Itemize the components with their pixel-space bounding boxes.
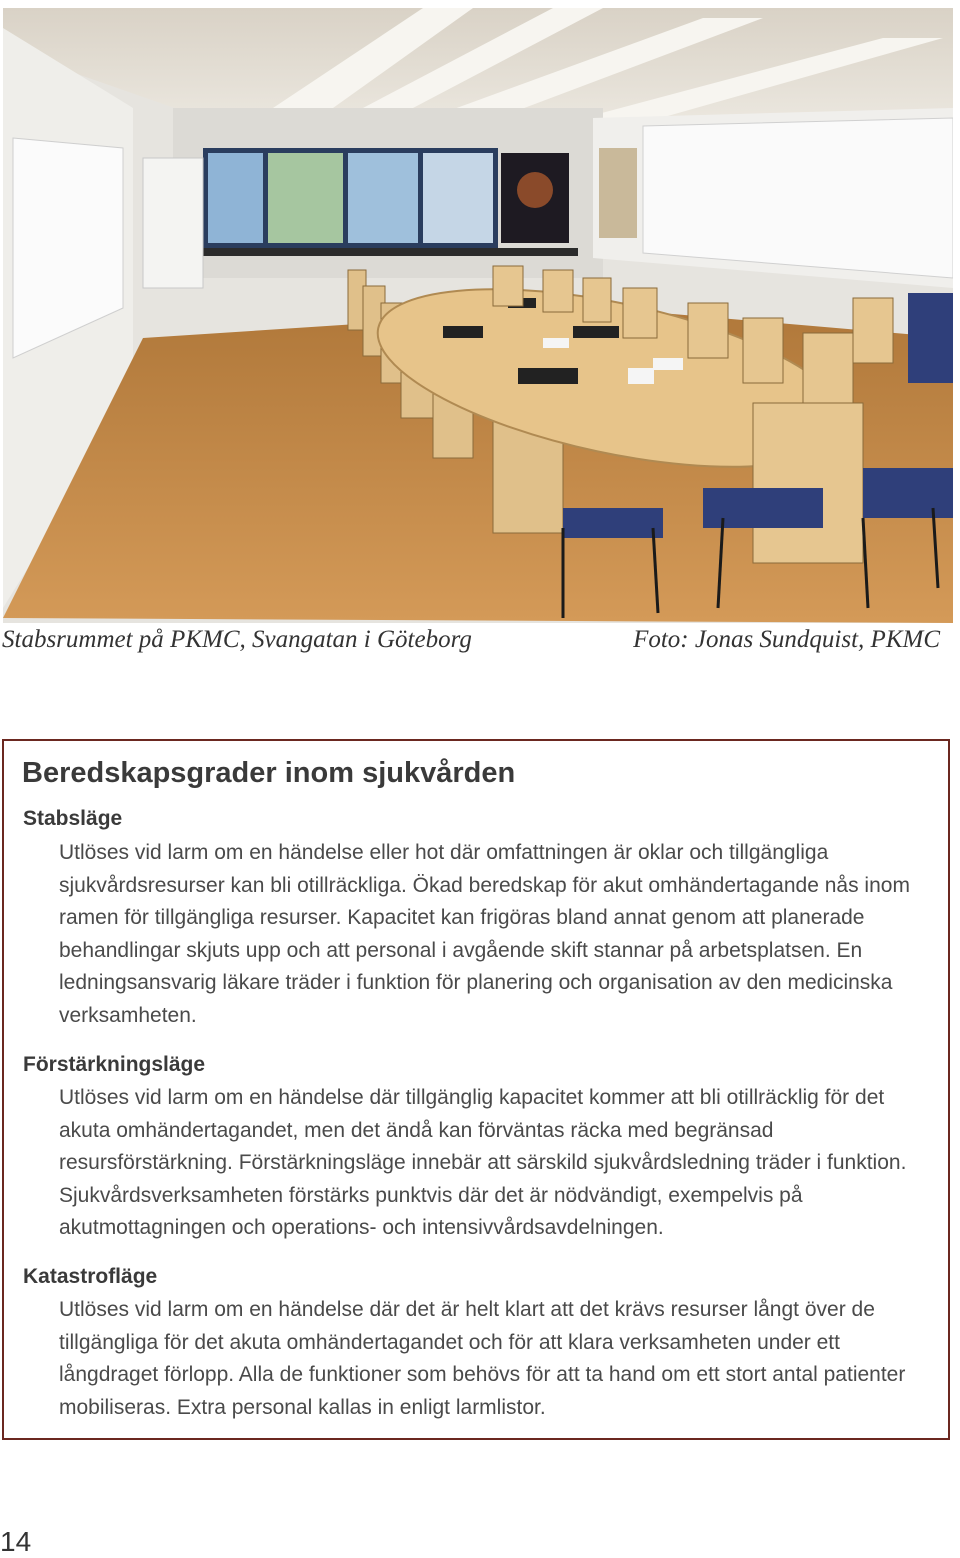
section-body-stabslage: Utlöses vid larm om en händelse eller hot där omfattningen är oklar och tillgängliga sjukvårdsresurser kan bli otillräckliga. Ökad beredskap för akut omhändertagande nås inom ramen för tillgängliga resurser. Kapacitet kan frigöras bland annat genom att planerade behandlingar skjuts upp och att personal i avgående skift stannar på arbetsplatsen. En ledningsansvarig läkare träder i funktion för planering och organisation av den medicinska verksamheten.	[59, 841, 910, 1027]
box-title: Beredskapsgrader inom sjukvården	[22, 757, 516, 789]
page-number: 14	[0, 1526, 32, 1557]
meeting-room-illustration	[3, 8, 953, 623]
section-body-katastroflage: Utlöses vid larm om en händelse där det är helt klart att det krävs resurser långt över de tillgängliga för det akuta omhändertagandet och för att klara verksamheten under ett långdraget förlopp. Alla de funktioner som behövs för att ta hand om ett stort antal patienter mobiliseras. Extra personal kallas in enligt larmlistor.	[59, 1298, 906, 1419]
section-heading-katastroflage: Katastrofläge	[23, 1265, 158, 1288]
meeting-room-photo	[3, 8, 953, 623]
photo-caption: Stabsrummet på PKMC, Svangatan i Göteborg	[2, 626, 472, 653]
photo-credit: Foto: Jonas Sundquist, PKMC	[633, 626, 940, 653]
section-heading-forstarkningslage: Förstärkningsläge	[23, 1053, 206, 1076]
section-heading-stabslage: Stabsläge	[23, 807, 123, 830]
section-body-forstarkningslage: Utlöses vid larm om en händelse där tillgänglig kapacitet kommer att bli otillräcklig för det akuta omhändertagandet, men det ändå kan förväntas räcka med begränsad resursförstärkning. Förstärkningsläge innebär att särskild sjukvårdsledning träder i funktion. Sjukvårdsverksamheten förstärks punktvis där det är nödvändigt, exempelvis på akutmottagningen och operations- och intensivvårdsavdelningen.	[59, 1086, 907, 1240]
